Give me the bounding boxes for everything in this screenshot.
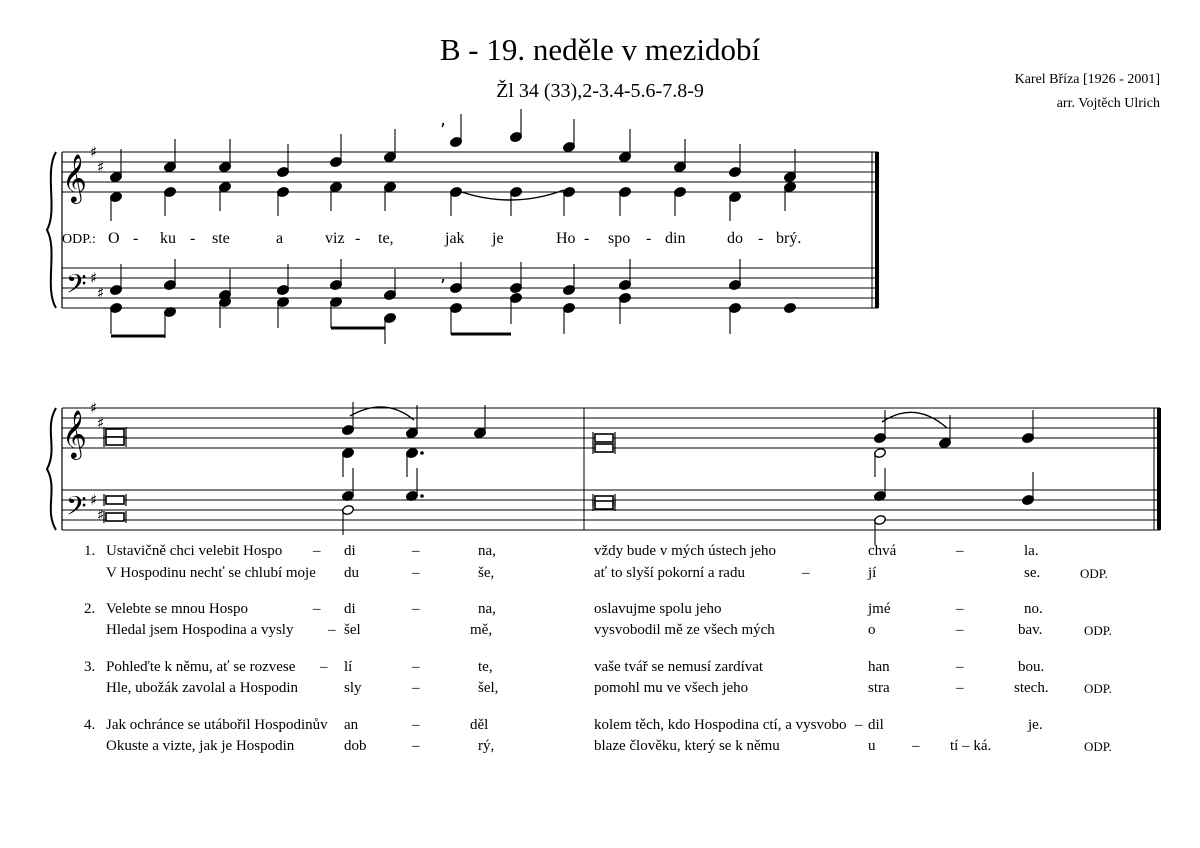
treble-clef: 𝄞 <box>62 409 87 458</box>
verse-dash: – <box>328 622 336 638</box>
verse-syllable: lí <box>344 659 353 675</box>
syllable: - <box>758 230 764 247</box>
verse-text: kolem těch, kdo Hospodina ctí, a vysvobo <box>594 717 847 733</box>
verse-text: Hle, ubožák zavolal a Hospodin <box>106 680 299 696</box>
verse-syllable: u <box>868 738 876 754</box>
key-signature-sharp: ♯ <box>90 269 98 287</box>
syllable: - <box>646 230 652 247</box>
refrain-cue: ODP. <box>1084 623 1112 638</box>
verse-syllable: mě, <box>470 622 493 638</box>
verse-syllable: stra <box>868 680 890 696</box>
syllable: do <box>727 230 743 247</box>
breath-mark: ’ <box>440 276 446 297</box>
verse-text: vždy bude v mých ústech jeho <box>594 543 777 559</box>
breve-note <box>595 501 613 509</box>
verse-syllable: di <box>344 601 356 617</box>
verse-syllable: na, <box>478 601 496 617</box>
refrain-cue: ODP. <box>1084 739 1112 754</box>
verse-syllable: du <box>344 565 359 581</box>
breve-note <box>106 496 124 504</box>
verse-dash: – <box>412 738 420 754</box>
verse-syllable: la. <box>1024 543 1039 559</box>
verse-syllable: no. <box>1024 601 1043 617</box>
breve-note <box>595 434 613 442</box>
syllable: - <box>355 230 361 247</box>
syllable: viz <box>325 230 345 247</box>
breve-note <box>106 437 124 445</box>
final-barline-thick <box>875 152 879 308</box>
verse-text: ať to slyší pokorní a radu <box>594 565 745 581</box>
verse-syllable: te, <box>478 659 493 675</box>
verse-dash: – <box>802 565 810 581</box>
breve-note <box>106 513 124 521</box>
verse-text: vaše tvář se nemusí zardívat <box>594 659 764 675</box>
final-barline-thick <box>1157 408 1161 530</box>
syllable: O <box>108 230 120 247</box>
syllable: ste <box>212 230 230 247</box>
dot <box>420 494 424 498</box>
verse-dash: – <box>313 601 321 617</box>
syllable: ku <box>160 230 176 247</box>
verse-number: 3. <box>84 659 96 675</box>
verse-syllable: dil <box>868 717 884 733</box>
verse-syllable: tí – ká. <box>950 738 992 754</box>
verse-syllable: dob <box>344 738 367 754</box>
key-signature-sharp: ♯ <box>90 491 98 509</box>
verse-number: 4. <box>84 717 96 733</box>
verse-text: oslavujme spolu jeho <box>594 601 722 617</box>
system-brace <box>47 152 56 308</box>
verse-syllable: na, <box>478 543 496 559</box>
verse-text: vysvobodil mě ze všech mých <box>594 622 775 638</box>
verse-syllable: han <box>868 659 890 675</box>
verse-dash: – <box>912 738 920 754</box>
syllable: je <box>492 230 504 247</box>
verse-syllable: je. <box>1028 717 1043 733</box>
key-signature-sharp: ♯ <box>90 143 98 161</box>
refrain-cue: ODP. <box>1084 681 1112 696</box>
psalm-reference: Žl 34 (33),2-3.4-5.6-7.8-9 <box>496 80 704 102</box>
verse-syllable: rý, <box>478 738 495 754</box>
syllable: - <box>190 230 196 247</box>
verse-syllable: děl <box>470 717 489 733</box>
arranger-credit: arr. Vojtěch Ulrich <box>1056 96 1160 111</box>
treble-clef: 𝄞 <box>62 153 87 202</box>
bass-clef: 𝄢 <box>66 268 87 306</box>
syllable: - <box>133 230 139 247</box>
verse-syllable: se. <box>1024 565 1041 581</box>
verse-syllable: sly <box>344 680 362 696</box>
verse-dash: – <box>855 717 863 733</box>
syllable: te, <box>378 230 394 247</box>
verse-dash: – <box>313 543 321 559</box>
composer-credit: Karel Bříza [1926 - 2001] <box>1014 72 1160 87</box>
verse-syllable: o <box>868 622 876 638</box>
breve-note <box>595 444 613 452</box>
verse-text: blaze člověku, který se k němu <box>594 738 780 754</box>
syllable: - <box>584 230 590 247</box>
verse-syllable: jmé <box>868 601 891 617</box>
verse-syllable: še, <box>478 565 495 581</box>
bass-clef: 𝄢 <box>66 490 87 528</box>
system-brace <box>47 408 56 530</box>
verse-text: V Hospodinu nechť se chlubí moje <box>106 565 316 581</box>
syllable: spo <box>608 230 631 247</box>
verse-syllable: jí <box>868 565 877 581</box>
verse-syllable: di <box>344 543 356 559</box>
verse-text: Pohleďte k němu, ať se rozvese <box>106 659 296 675</box>
dot <box>420 451 424 455</box>
refrain-label: ODP.: <box>62 232 96 247</box>
page-title: B - 19. neděle v mezidobí <box>439 32 761 67</box>
verse-syllable: chvá <box>868 543 897 559</box>
syllable: brý. <box>776 230 802 247</box>
slur <box>882 412 947 428</box>
verse-number: 2. <box>84 601 96 617</box>
refrain-cue: ODP. <box>1080 566 1108 581</box>
verse-dash: – <box>412 543 420 559</box>
verse-text: Ustavičně chci velebit Hospo <box>106 543 283 559</box>
verse-dash: – <box>412 659 420 675</box>
bass-note <box>784 302 797 313</box>
system-1 <box>47 109 879 344</box>
verse-dash: – <box>956 601 964 617</box>
breve-note <box>106 429 124 437</box>
verse-syllable: šel <box>344 622 361 638</box>
verse-syllable: stech. <box>1014 680 1049 696</box>
verse-dash: – <box>956 659 964 675</box>
syllable: Ho <box>556 230 576 247</box>
verse-syllable: šel, <box>478 680 499 696</box>
verse-dash: – <box>956 543 964 559</box>
key-signature-sharp: ♯ <box>90 399 98 417</box>
verse-dash: – <box>320 659 328 675</box>
verse-dash: – <box>412 565 420 581</box>
system-2 <box>47 399 1161 545</box>
verse-dash: – <box>956 680 964 696</box>
key-signature-sharp: ♯ <box>97 506 105 524</box>
syllable: jak <box>445 230 465 247</box>
verse-text: Hledal jsem Hospodina a vysly <box>106 622 294 638</box>
verse-text: pomohl mu ve všech jeho <box>594 680 749 696</box>
verse-text: Okuste a vizte, jak je Hospodin <box>106 738 295 754</box>
verse-syllable: bou. <box>1018 659 1045 675</box>
syllable: a <box>276 230 284 247</box>
verse-syllable: an <box>344 717 359 733</box>
verse-text: Velebte se mnou Hospo <box>106 601 249 617</box>
verse-dash: – <box>412 717 420 733</box>
verse-syllable: bav. <box>1018 622 1043 638</box>
verse-dash: – <box>412 601 420 617</box>
verse-dash: – <box>412 680 420 696</box>
syllable: din <box>665 230 686 247</box>
verse-number: 1. <box>84 543 96 559</box>
verse-dash: – <box>956 622 964 638</box>
key-signature-sharp: ♯ <box>97 414 105 432</box>
key-signature-sharp: ♯ <box>97 158 105 176</box>
key-signature-sharp: ♯ <box>97 284 105 302</box>
verse-text: Jak ochránce se utábořil Hospodinův <box>106 717 328 733</box>
tie <box>456 190 564 200</box>
breath-mark: ’ <box>440 120 446 141</box>
